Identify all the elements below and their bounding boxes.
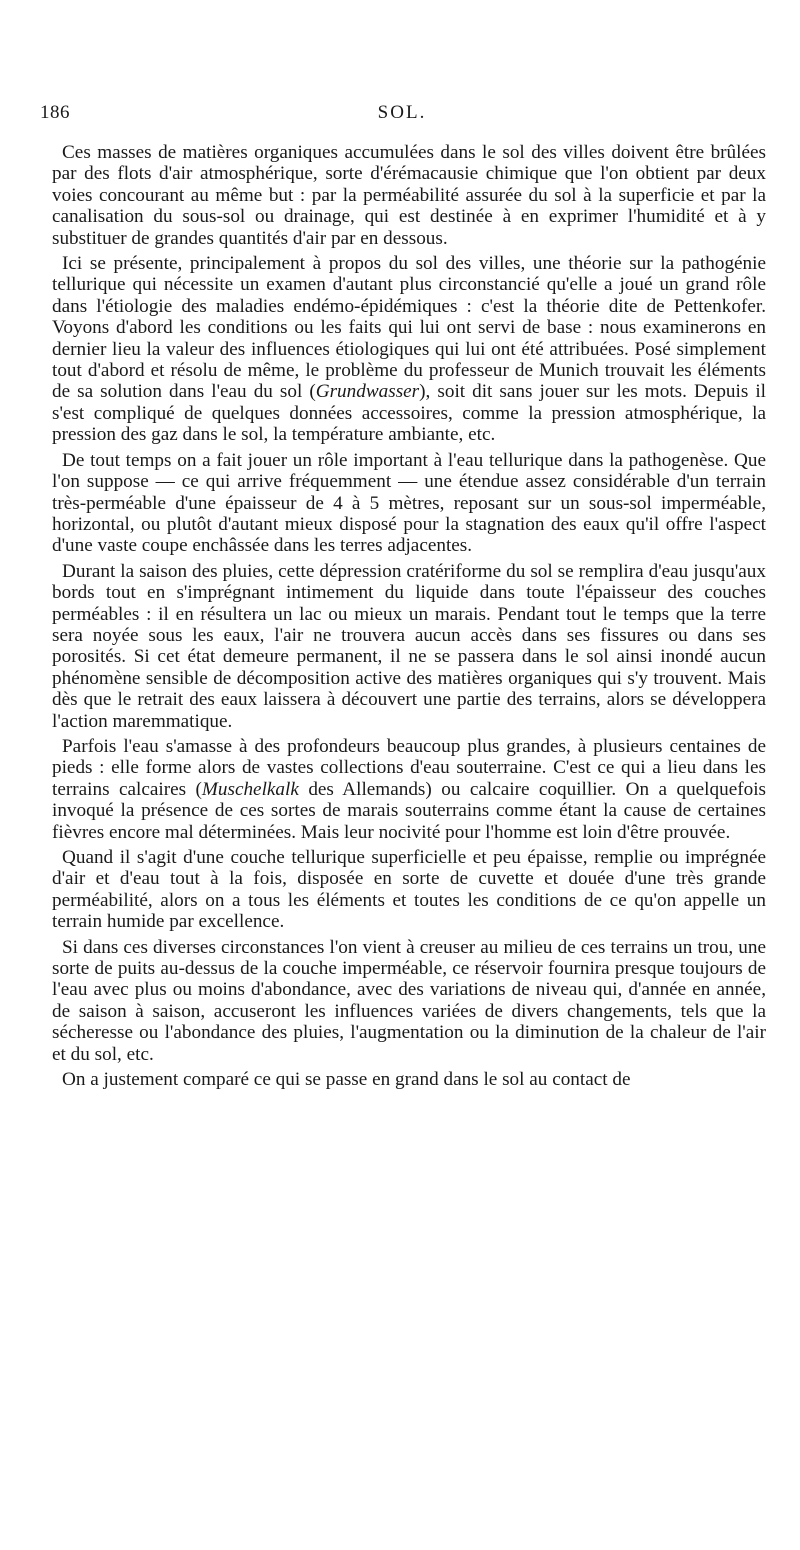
- page-number: 186: [40, 102, 70, 123]
- paragraph-3: De tout temps on a fait jouer un rôle important à l'eau tellurique dans la pathogenèse. Que l'on suppose — ce qui arrive fréquemment — une étendue assez considérable d'un terrain très-perméable d'une épaisseur de 4 à 5 mètres, reposant sur un sous-sol imperméable, horizontal, ou plutôt d'autant mieux disposé pour la stagnation des eaux qu'il offre l'aspect d'une vaste coupe enchâssée dans les terres adjacentes.: [52, 449, 766, 557]
- page-header: [40, 102, 764, 130]
- body-text: [52, 142, 766, 1094]
- term-grundwasser: Grundwasser: [315, 381, 420, 403]
- paragraph-4: Durant la saison des pluies, cette dépression cratériforme du sol se remplira d'eau jusqu'aux bords tout en s'imprégnant intimement du liquide dans toute l'épaisseur des couches perméables : il en résultera un lac ou mieux un marais. Pendant tout le temps que la terre sera noyée sous les eaux, l'air ne trouvera aucun accès dans ses fissures ou dans ses porosités. Si cet état demeure permanent, il ne se passera dans le sol ainsi inondé aucun phénomène sensible de décomposition active des matières organiques qui s'y trouvent. Mais dès que le retrait des eaux laissera à découvert une partie des terrains, alors se développera l'action maremmatique.: [52, 560, 766, 732]
- paragraph-5: [52, 736, 766, 843]
- paragraph-6: Quand il s'agit d'une couche tellurique superficielle et peu épaisse, remplie ou imprégnée d'air et d'eau tout à la fois, disposée en sorte de cuvette et douée d'une très grande perméabilité, alors on a tous les éléments et toutes les conditions de ce qu'on appelle un terrain humide par excellence.: [52, 847, 766, 933]
- paragraph-8: On a justement comparé ce qui se passe en grand dans le sol au contact de: [62, 1069, 631, 1091]
- paragraph-1: Ces masses de matières organiques accumulées dans le sol des villes doivent être brûlées par des flots d'air atmosphérique, sorte d'érémacausie chimique que l'on obtient par deux voies concourant au même but : par la perméabilité assurée du sol à la superficie et par la canalisation du sous-sol ou drainage, qui est destinée à en exprimer l'humidité et à y substituer de grandes quantités d'air par en dessous.: [52, 142, 766, 249]
- paragraph-2-text: Ici se présente, principalement à propos du sol des villes, une théorie sur la pathogénie tellurique qui nécessite un examen d'autant plus circonstancié qu'elle a joué un grand rôle dans l'étiologie des maladies endémo-épidémiques : c'est la théorie dite de Pettenkofer. Voyons d'abord les conditions ou les faits qui lui ont servi de base : nous examinerons en dernier lieu la valeur des influences étiologiques qui lui ont été attribuées. Posé simplement tout d'abord et résolu de même, le problème du professeur de Munich trouvait les éléments de sa solution dans l'eau du sol (: [52, 253, 766, 403]
- paragraph-2-tail: ), soit dit sans jouer sur les mots. Depuis il s'est compliqué de quelques données accessoires, comme la pression atmosphérique, la pression des gaz dans le sol, la température ambiante, etc.: [52, 381, 767, 446]
- paragraph-7: Si dans ces diverses circonstances l'on vient à creuser au milieu de ces terrains un trou, une sorte de puits au-dessus de la couche imperméable, ce réservoir fournira presque toujours de l'eau avec plus ou moins d'abondance, avec des variations de niveau qui, d'année en année, de saison à saison, accuseront les influences variées de divers changements, tels que la sécheresse ou l'abondance des pluies, l'augmentation ou la diminution de la chaleur de l'air et du sol, etc.: [52, 936, 766, 1065]
- running-head: SOL.: [377, 102, 427, 123]
- paragraph-2: [52, 253, 766, 446]
- paragraph-5-text: Parfois l'eau s'amasse à des profondeurs beaucoup plus grandes, à plusieurs centaines de pieds : elle forme alors de vastes collections d'eau souterraine. C'est ce qui a lieu dans les terrains calcaires (: [52, 735, 766, 800]
- paragraph-5-tail: des Allemands) ou calcaire coquillier. On a quelquefois invoqué la présence de ces sortes de marais souterrains comme étant la cause de certaines fièvres encore mal déterminées. Mais leur nocivité pour l'homme est loin d'être prouvée.: [52, 778, 766, 843]
- term-muschelkalk: Muschelkalk: [201, 778, 299, 800]
